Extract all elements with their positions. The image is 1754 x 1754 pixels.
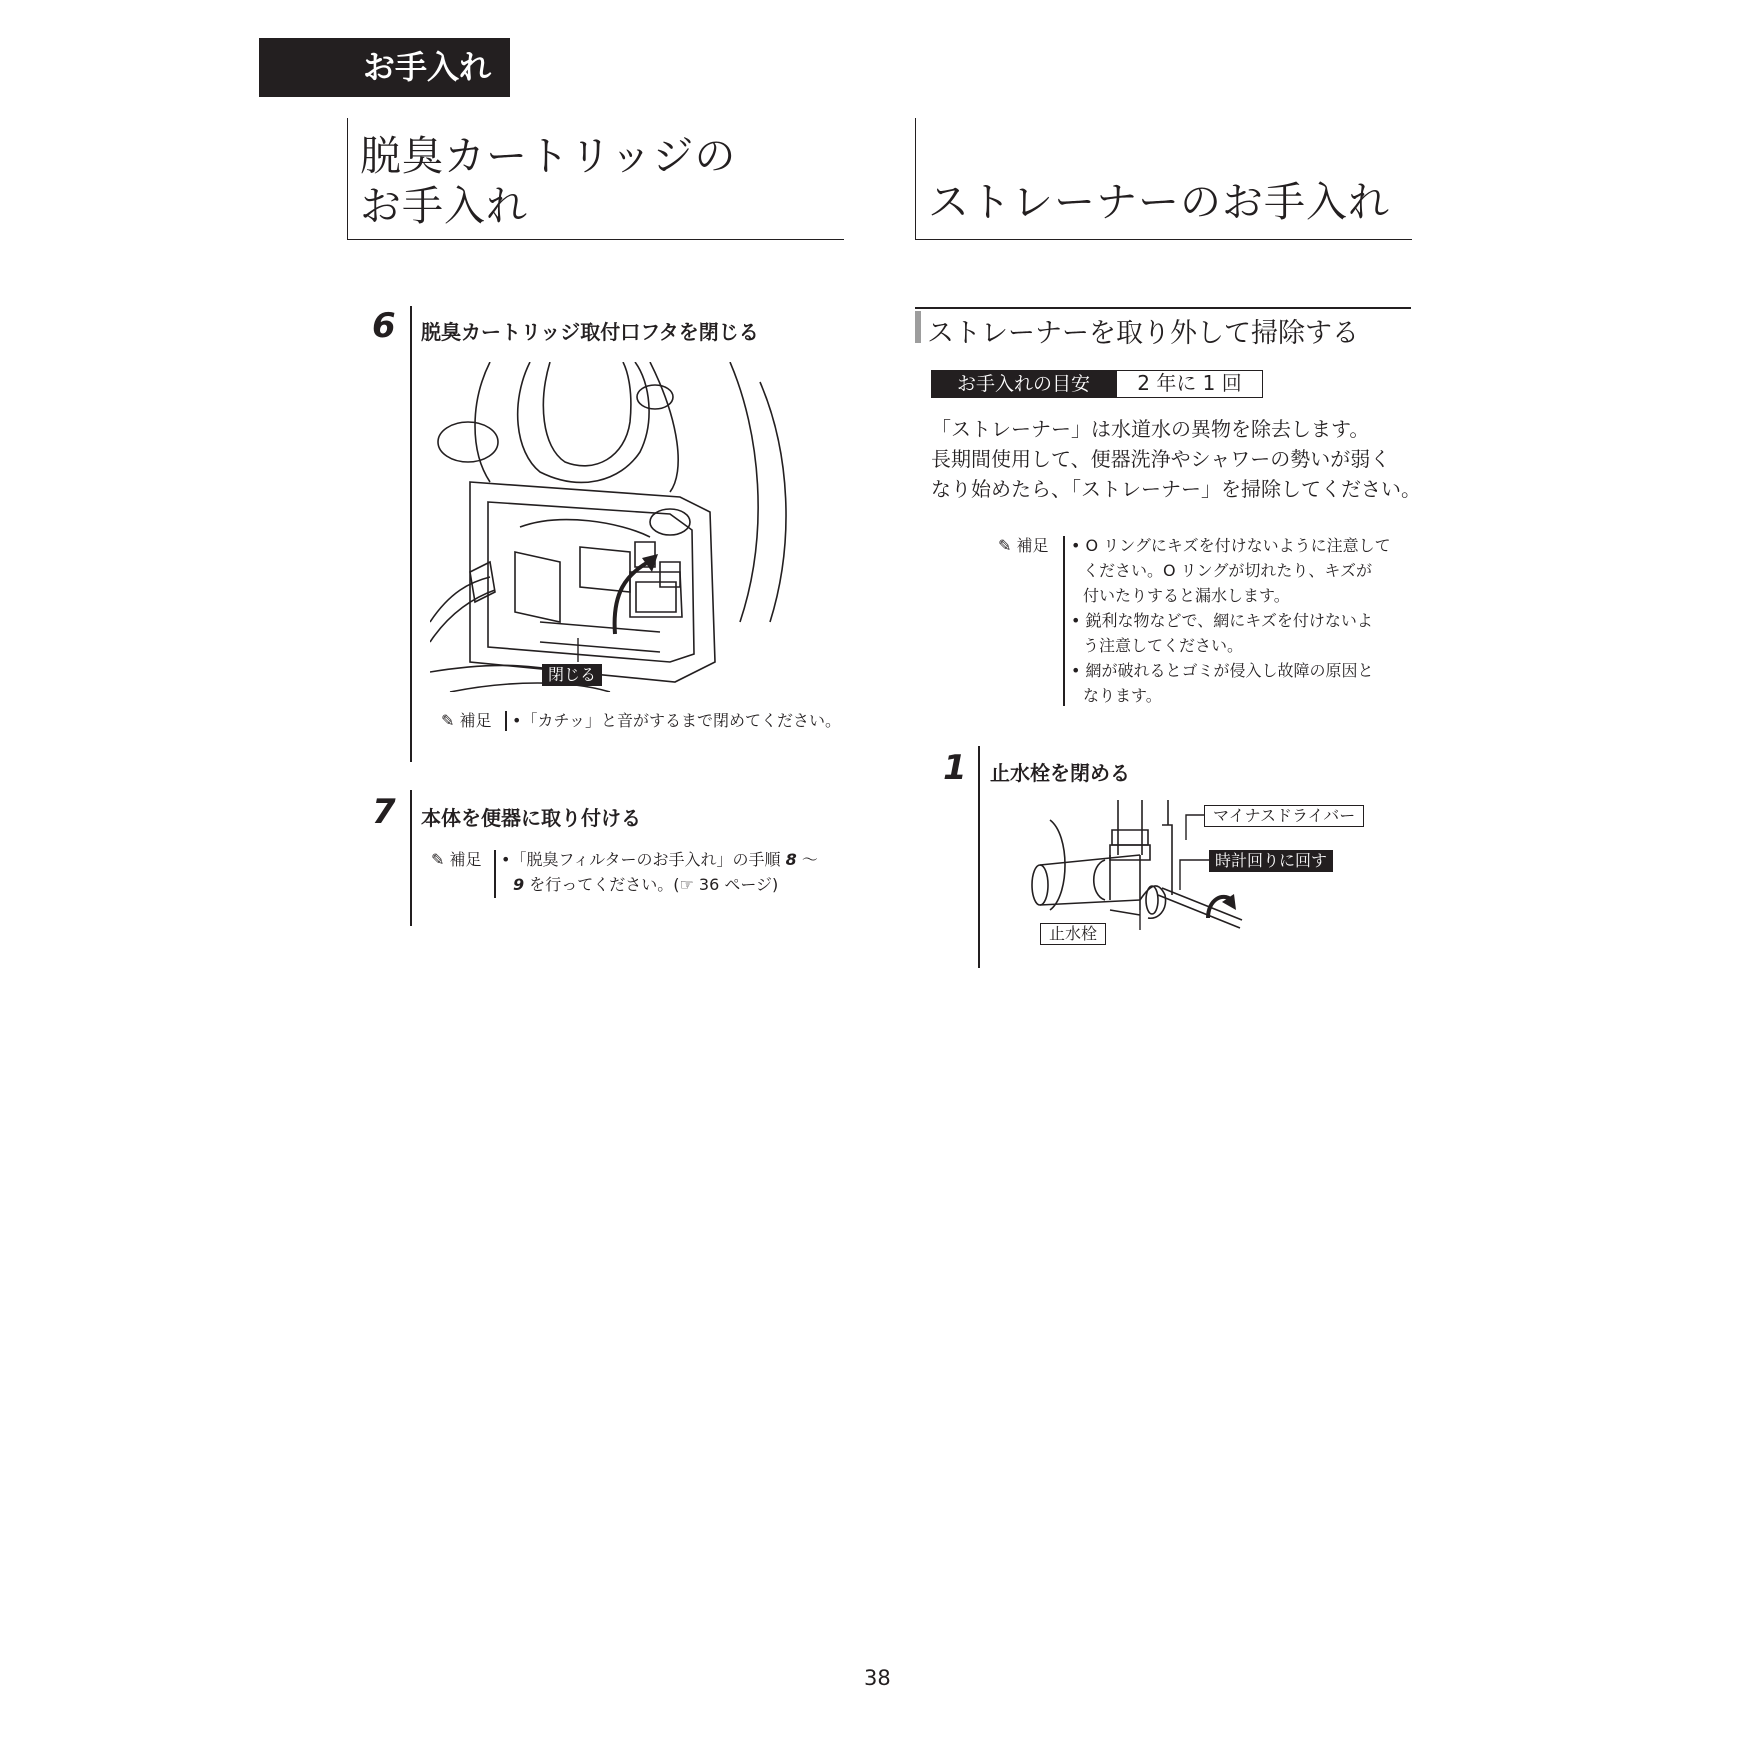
care-guide-label: お手入れの目安: [931, 370, 1116, 398]
step-6-title: 脱臭カートリッジ取付口フタを閉じる: [421, 320, 759, 344]
step-1-title: 止水栓を閉める: [990, 761, 1130, 785]
strainer-description: 「ストレーナー」は水道水の異物を除去します。 長期間使用して、便器洗浄やシャワーの勢いが弱く なり始めたら、「ストレーナー」を掃除してください。: [931, 417, 1421, 501]
step-1-number: 1: [943, 748, 967, 788]
step-6-line: [410, 306, 412, 762]
page-number: 38: [864, 1666, 891, 1690]
close-label: 閉じる: [542, 664, 602, 686]
care-guide-value: 2 年に 1 回: [1116, 370, 1263, 398]
step-6-number: 6: [372, 306, 396, 346]
subheading-rule: [915, 307, 1411, 309]
section-tab: お手入れ: [259, 38, 510, 97]
strainer-note-list: • O リングにキズを付けないように注意して ください。O リングが切れたり、キズが 付いたりすると漏水します。 • 鋭利な物などで、網にキズを付けないよ う注意してください。 • 網が破れるとゴミが侵入し故障の原因と なります。: [1071, 536, 1391, 705]
rotate-clockwise-label: 時計回りに回す: [1209, 850, 1333, 872]
note-label: 補足: [1016, 536, 1049, 555]
driver-label: マイナスドライバー: [1204, 805, 1364, 827]
step-7-note-text: •「脱臭フィルターのお手入れ」の手順 8 ～ 9 を行ってください。(☞ 36 ページ): [501, 850, 818, 894]
toilet-cartridge-illustration: [430, 362, 810, 692]
pencil-icon: ✎: [441, 711, 455, 730]
right-page-title: ストレーナーのお手入れ: [928, 178, 1390, 226]
step-7-line: [410, 790, 412, 926]
step-1-line: [978, 746, 980, 968]
step-6-note-text: •「カチッ」と音がするまで閉めてください。: [512, 711, 841, 730]
step-7-note-bar: [494, 850, 496, 898]
note-label: 補足: [459, 711, 492, 730]
step-6-note: [441, 708, 492, 733]
step-7-number: 7: [372, 792, 396, 832]
pencil-icon: ✎: [998, 536, 1012, 555]
step-7-title: 本体を便器に取り付ける: [421, 806, 641, 830]
left-page-title: 脱臭カートリッジの お手入れ: [360, 132, 737, 230]
note-label: 補足: [449, 850, 482, 869]
step-6-note-bar: [505, 711, 507, 731]
strainer-note: [998, 533, 1049, 558]
strainer-note-bar: [1063, 536, 1065, 706]
pencil-icon: ✎: [431, 850, 445, 869]
step-7-note: [431, 847, 482, 872]
subheading-bar: [915, 311, 921, 343]
subheading: ストレーナーを取り外して掃除する: [927, 318, 1359, 349]
stop-valve-label: 止水栓: [1040, 923, 1106, 945]
